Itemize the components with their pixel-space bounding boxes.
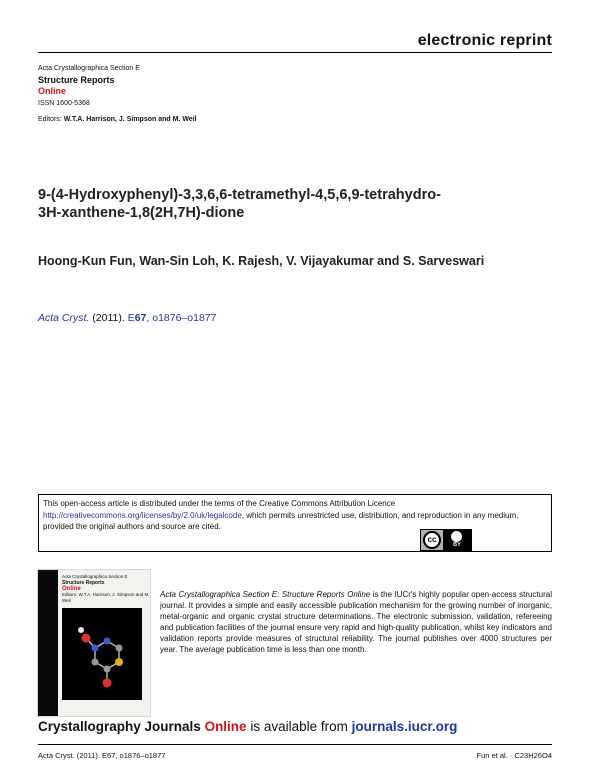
description-text: is the IUCr's highly popular open-access structural journal. It provides a simple and easily accessible publication mechanism for the growing number of inorganic, metal-organic and organic crystal structure determinations. The electronic submission, validation, refereeing and publication facilities of the journal ensure very rapid and high-quality publication, whilst key indicators and validation reports provide measures of structural reliability. The journal publishes over 4000 structures per year. The average publication time is less than one month. bbox=[160, 590, 552, 654]
editors-names: W.T.A. Harrison, J. Simpson and M. Weil bbox=[63, 116, 197, 123]
citation[interactable] bbox=[38, 312, 216, 324]
citation-volume[interactable]: 67 bbox=[134, 312, 147, 324]
journals-online-banner bbox=[38, 719, 457, 734]
licence-url-link[interactable]: http://creativecommons.org/licenses/by/2.0/uk/legalcode bbox=[43, 510, 242, 520]
cover-editors: Editors: W.T.A. Harrison, J. Simpson and M. Weil bbox=[62, 592, 150, 603]
article-title bbox=[38, 186, 563, 222]
banner-part-1: Crystallography Journals bbox=[38, 719, 205, 734]
by-icon bbox=[443, 530, 471, 550]
molecule-graphic bbox=[62, 608, 142, 700]
cover-spine bbox=[38, 570, 58, 716]
cc-by-badge[interactable] bbox=[420, 529, 472, 551]
article-authors: Hoong-Kun Fun, Wan-Sin Loh, K. Rajesh, V. Vijayakumar and S. Sarveswari bbox=[38, 254, 485, 268]
cover-journal: Structure Reports bbox=[62, 580, 105, 586]
banner-online: Online bbox=[204, 719, 247, 734]
by-label: BY bbox=[453, 542, 461, 548]
title-line-1: 9-(4-Hydroxyphenyl)-3,3,6,6-tetramethyl-4,5,6,9-tetrahydro- bbox=[38, 187, 441, 203]
title-line-2: 3H-xanthene-1,8(2H,7H)-dione bbox=[38, 205, 245, 221]
citation-pages[interactable]: , o1876–o1877 bbox=[146, 312, 217, 324]
masthead-editors bbox=[38, 115, 197, 126]
electronic-reprint-label: electronic reprint bbox=[417, 32, 552, 49]
journal-description bbox=[160, 590, 552, 655]
masthead-issn: ISSN 1600-5368 bbox=[38, 99, 90, 107]
cover-section: Acta Crystallographica Section E bbox=[62, 574, 128, 579]
licence-box bbox=[38, 494, 552, 552]
bottom-rule bbox=[38, 744, 552, 745]
licence-text-2: , which permits unrestricted use, distribution, and reproduction in any medium, provided the original authors and source are cited. bbox=[43, 510, 519, 531]
person-icon bbox=[451, 531, 462, 542]
masthead-journal: Structure Reports bbox=[38, 74, 115, 85]
masthead bbox=[38, 64, 197, 126]
licence-text-1: This open-access article is distributed under the terms of the Creative Commons Attribution Licence bbox=[43, 499, 396, 508]
cover-online: Online bbox=[62, 586, 81, 592]
top-rule bbox=[38, 52, 552, 53]
footer-citation: Acta Cryst. (2011). E67, o1876–o1877 bbox=[38, 751, 166, 760]
masthead-online: Online bbox=[38, 85, 67, 96]
licence-text bbox=[43, 498, 523, 533]
footer-authors-formula: Fun et al. · C23H26O4 bbox=[476, 751, 552, 760]
journal-cover-thumbnail bbox=[38, 570, 150, 716]
cover-heading bbox=[62, 574, 150, 604]
cover-molecule-image bbox=[62, 608, 142, 700]
banner-part-3: is available from bbox=[246, 719, 352, 734]
description-journal-name: Acta Crystallographica Section E: Structure Reports Online bbox=[160, 590, 371, 599]
citation-journal[interactable]: Acta Cryst. bbox=[38, 312, 90, 324]
citation-section[interactable]: E bbox=[127, 312, 135, 324]
citation-year: (2011). bbox=[92, 312, 125, 324]
cc-icon: cc bbox=[423, 531, 441, 549]
journals-link[interactable]: journals.iucr.org bbox=[351, 719, 458, 734]
editors-label: Editors: bbox=[38, 116, 62, 123]
masthead-section: Acta Crystallographica Section E bbox=[38, 65, 140, 72]
